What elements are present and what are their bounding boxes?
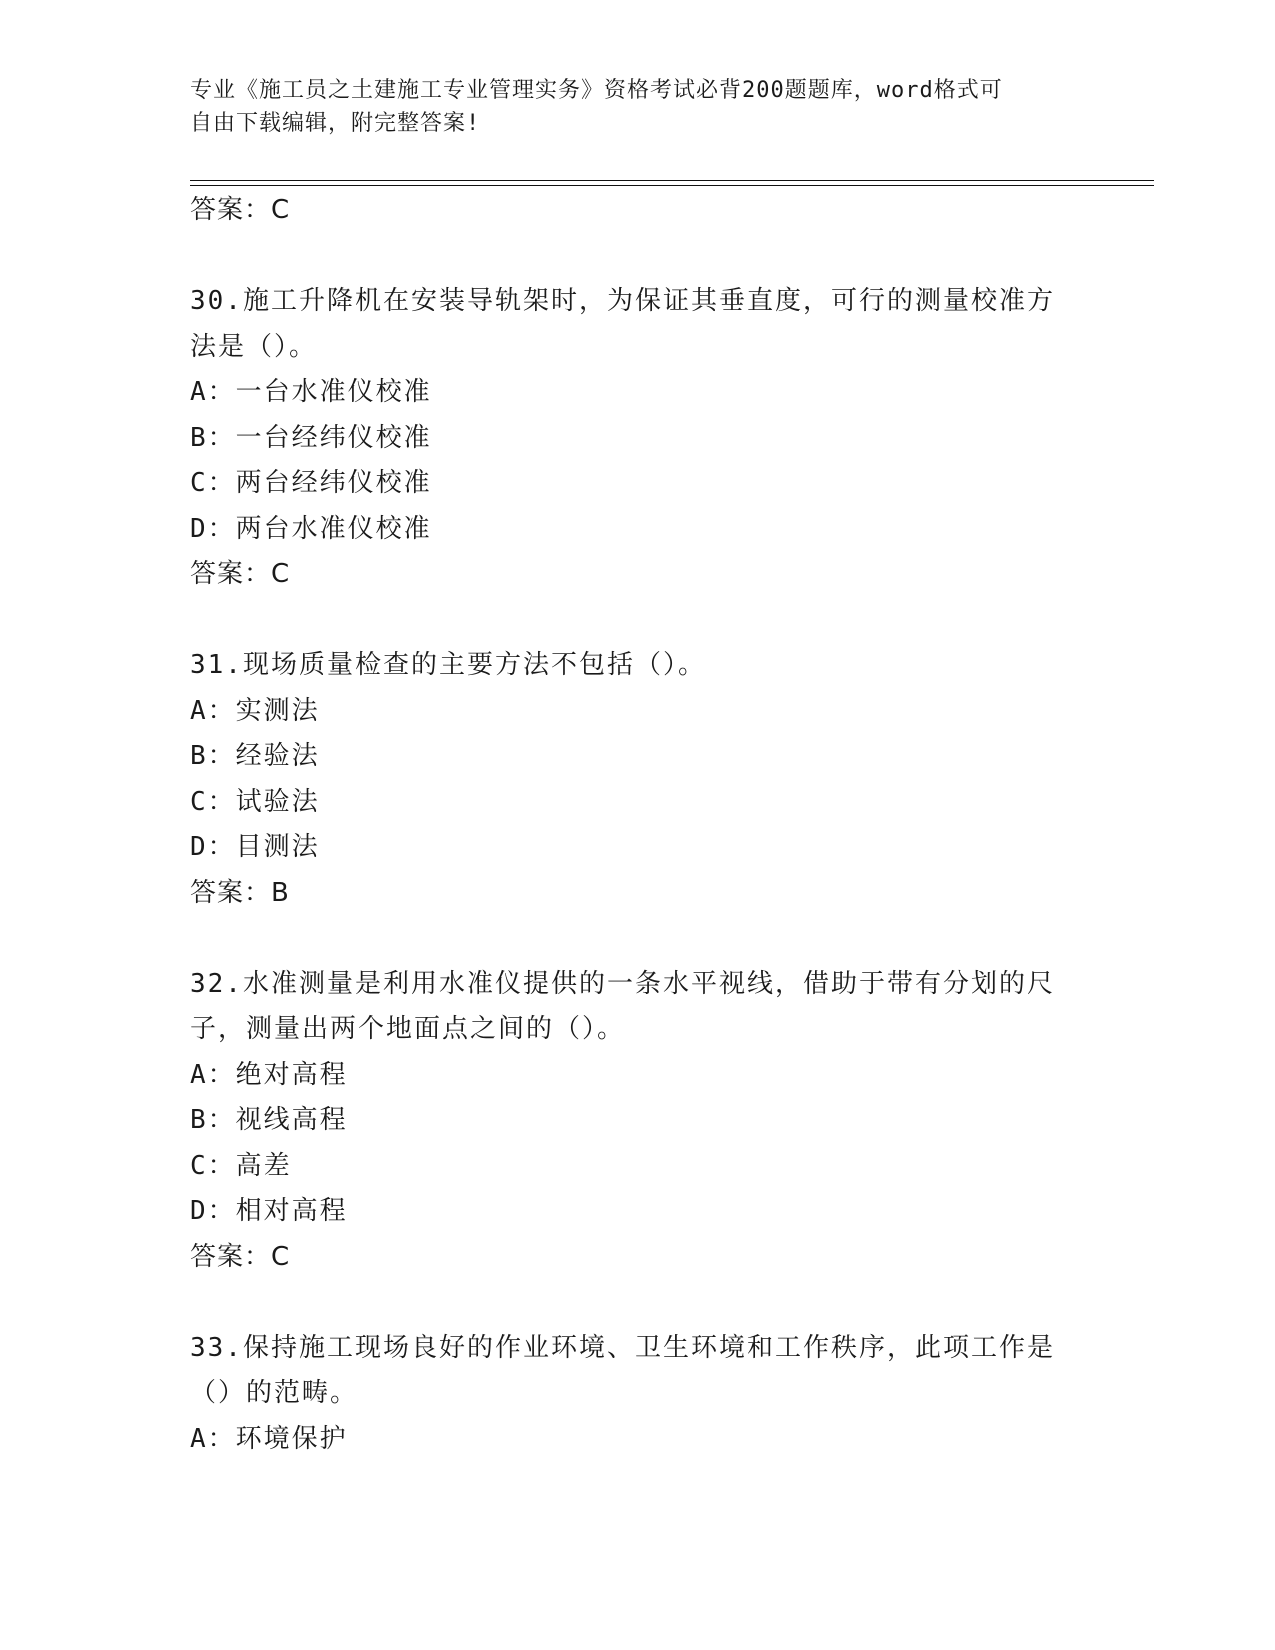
question-30 <box>190 279 1090 598</box>
question-31 <box>190 643 1090 916</box>
spacer <box>190 598 1090 644</box>
option-a: A：一台水准仪校准 <box>190 377 432 407</box>
question-stem-line: 31.现场质量检查的主要方法不包括（）。 <box>190 650 706 680</box>
question-33 <box>190 1326 1090 1463</box>
option-d: D：相对高程 <box>190 1196 348 1226</box>
spacer <box>190 1280 1090 1326</box>
option-b: B：经验法 <box>190 741 320 771</box>
option-a: A：实测法 <box>190 695 320 726</box>
question-stem-line: 33.保持施工现场良好的作业环境、卫生环境和工作秩序，此项工作是 <box>190 1332 1055 1363</box>
option-b: B：一台经纬仪校准 <box>190 422 432 453</box>
answer-line: 答案：C <box>190 1241 291 1272</box>
question-content <box>190 188 1090 1462</box>
option-b: B：视线高程 <box>190 1105 348 1135</box>
header-rule-bottom <box>190 185 1154 186</box>
option-c: C：两台经纬仪校准 <box>190 468 432 498</box>
header-line-1: 专业《施工员之土建施工专业管理实务》资格考试必背200题题库，word格式可 <box>190 78 1003 103</box>
option-c: C：试验法 <box>190 786 320 817</box>
option-c: C：高差 <box>190 1150 292 1181</box>
option-a: A：绝对高程 <box>190 1059 348 1090</box>
question-stem-line: 32.水准测量是利用水准仪提供的一条水平视线，借助于带有分划的尺 <box>190 968 1055 999</box>
page-header-note <box>190 74 1090 140</box>
option-d: D：两台水准仪校准 <box>190 513 432 544</box>
header-rule-top <box>190 180 1154 181</box>
question-stem-line: （）的范畴。 <box>190 1378 359 1408</box>
question-stem-line: 子，测量出两个地面点之间的（）。 <box>190 1014 626 1044</box>
previous-answer: 答案：C <box>190 195 291 225</box>
question-stem-line: 法是（）。 <box>190 331 318 362</box>
answer-line: 答案：C <box>190 559 291 589</box>
answer-line: 答案：B <box>190 877 290 908</box>
question-stem-line: 30.施工升降机在安装导轨架时，为保证其垂直度，可行的测量校准方 <box>190 286 1055 316</box>
header-line-2: 自由下载编辑，附完整答案! <box>190 111 481 136</box>
spacer <box>190 234 1090 280</box>
question-32 <box>190 962 1090 1281</box>
option-a: A：环境保护 <box>190 1423 348 1454</box>
spacer <box>190 916 1090 962</box>
option-d: D：目测法 <box>190 832 320 862</box>
